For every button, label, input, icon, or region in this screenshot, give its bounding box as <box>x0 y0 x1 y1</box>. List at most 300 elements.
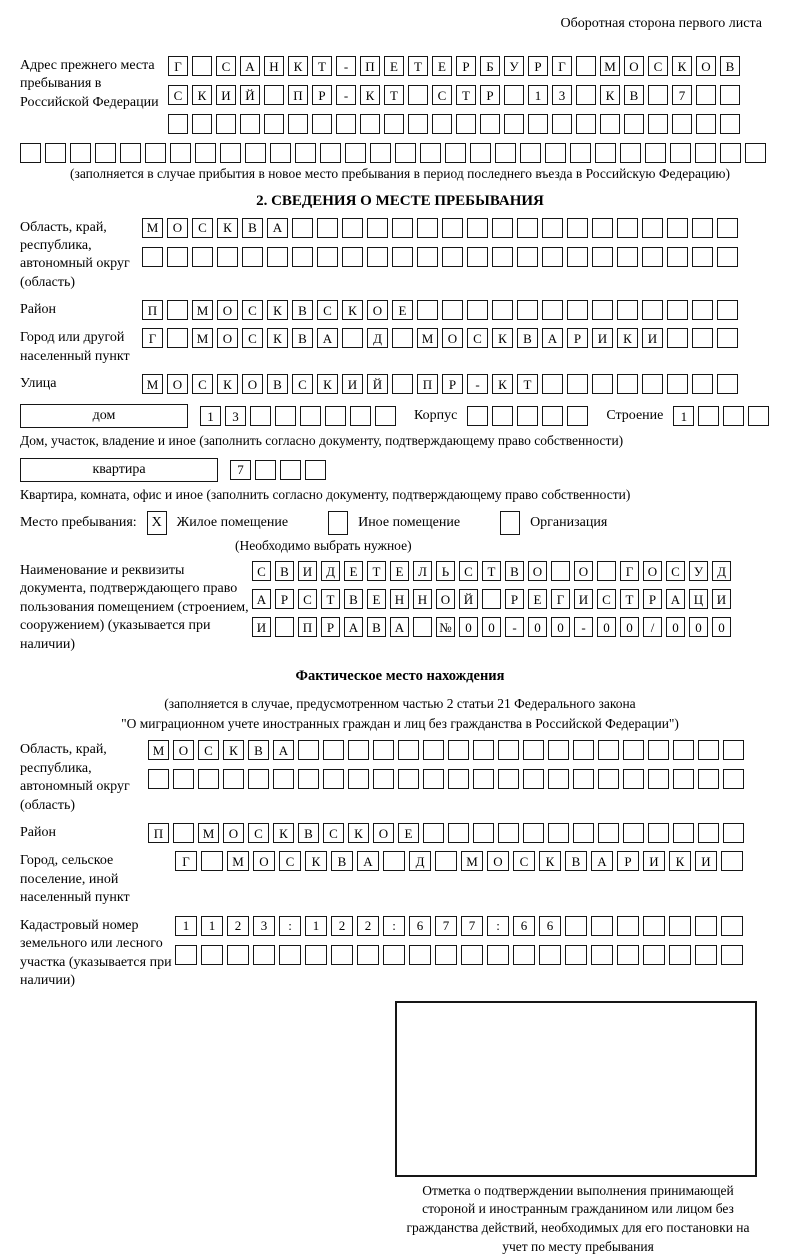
char-cell[interactable] <box>667 374 688 394</box>
char-cell[interactable] <box>504 114 524 134</box>
char-cell[interactable] <box>573 769 594 789</box>
char-cell[interactable]: К <box>617 328 638 348</box>
checkbox-inoe[interactable] <box>328 511 348 535</box>
char-cell[interactable]: Р <box>528 56 548 76</box>
char-cell[interactable]: 6 <box>513 916 535 936</box>
char-cell[interactable]: - <box>574 617 593 637</box>
char-cell[interactable]: Р <box>321 617 340 637</box>
char-cell[interactable]: О <box>173 740 194 760</box>
char-cell[interactable] <box>591 916 613 936</box>
char-cell[interactable]: С <box>597 589 616 609</box>
char-cell[interactable] <box>513 945 535 965</box>
char-cell[interactable] <box>223 769 244 789</box>
char-cell[interactable] <box>517 406 538 426</box>
char-cell[interactable]: О <box>574 561 593 581</box>
char-cell[interactable]: 0 <box>689 617 708 637</box>
char-cell[interactable] <box>95 143 116 163</box>
char-cell[interactable]: В <box>517 328 538 348</box>
char-cell[interactable]: С <box>216 56 236 76</box>
char-cell[interactable] <box>317 218 338 238</box>
char-cell[interactable] <box>542 374 563 394</box>
char-cell[interactable] <box>167 300 188 320</box>
char-cell[interactable]: Н <box>390 589 409 609</box>
char-cell[interactable]: К <box>223 740 244 760</box>
char-cell[interactable] <box>723 406 744 426</box>
char-cell[interactable]: Т <box>482 561 501 581</box>
char-cell[interactable] <box>292 218 313 238</box>
char-cell[interactable] <box>255 460 276 480</box>
char-cell[interactable]: Б <box>480 56 500 76</box>
char-cell[interactable] <box>192 114 212 134</box>
char-cell[interactable] <box>305 460 326 480</box>
char-cell[interactable] <box>142 247 163 267</box>
char-cell[interactable]: : <box>279 916 301 936</box>
char-cell[interactable]: П <box>148 823 169 843</box>
stamp-box[interactable] <box>395 1001 757 1177</box>
char-cell[interactable] <box>692 300 713 320</box>
char-cell[interactable] <box>667 247 688 267</box>
char-cell[interactable] <box>748 406 769 426</box>
char-cell[interactable]: П <box>417 374 438 394</box>
char-cell[interactable] <box>273 769 294 789</box>
char-cell[interactable] <box>551 561 570 581</box>
char-cell[interactable]: А <box>267 218 288 238</box>
char-cell[interactable] <box>623 769 644 789</box>
char-cell[interactable] <box>342 328 363 348</box>
char-cell[interactable]: С <box>648 56 668 76</box>
char-cell[interactable] <box>721 916 743 936</box>
char-cell[interactable]: Р <box>480 85 500 105</box>
char-cell[interactable] <box>275 617 294 637</box>
char-cell[interactable]: М <box>461 851 483 871</box>
char-cell[interactable]: О <box>436 589 455 609</box>
char-cell[interactable] <box>648 740 669 760</box>
char-cell[interactable]: М <box>192 328 213 348</box>
char-cell[interactable] <box>643 945 665 965</box>
char-cell[interactable] <box>392 247 413 267</box>
char-cell[interactable]: Д <box>367 328 388 348</box>
char-cell[interactable] <box>445 143 466 163</box>
char-cell[interactable] <box>552 114 572 134</box>
char-cell[interactable] <box>669 945 691 965</box>
char-cell[interactable] <box>548 769 569 789</box>
char-cell[interactable]: К <box>288 56 308 76</box>
char-cell[interactable] <box>467 300 488 320</box>
char-cell[interactable] <box>423 740 444 760</box>
char-cell[interactable] <box>432 114 452 134</box>
char-cell[interactable] <box>673 740 694 760</box>
char-cell[interactable]: П <box>298 617 317 637</box>
char-cell[interactable] <box>473 769 494 789</box>
char-cell[interactable] <box>692 374 713 394</box>
char-cell[interactable] <box>227 945 249 965</box>
char-cell[interactable] <box>520 143 541 163</box>
char-cell[interactable] <box>517 300 538 320</box>
char-cell[interactable]: С <box>317 300 338 320</box>
char-cell[interactable] <box>167 328 188 348</box>
char-cell[interactable] <box>288 114 308 134</box>
char-cell[interactable]: О <box>367 300 388 320</box>
char-cell[interactable]: И <box>712 589 731 609</box>
char-cell[interactable]: К <box>192 85 212 105</box>
char-cell[interactable] <box>392 374 413 394</box>
char-cell[interactable] <box>492 300 513 320</box>
char-cell[interactable]: М <box>600 56 620 76</box>
char-cell[interactable] <box>216 114 236 134</box>
char-cell[interactable] <box>360 114 380 134</box>
char-cell[interactable]: С <box>279 851 301 871</box>
char-cell[interactable] <box>70 143 91 163</box>
char-cell[interactable] <box>576 85 596 105</box>
char-cell[interactable] <box>367 247 388 267</box>
char-cell[interactable] <box>672 114 692 134</box>
char-cell[interactable]: 7 <box>230 460 251 480</box>
char-cell[interactable] <box>617 247 638 267</box>
char-cell[interactable]: О <box>253 851 275 871</box>
char-cell[interactable] <box>242 247 263 267</box>
char-cell[interactable] <box>624 114 644 134</box>
char-cell[interactable] <box>720 114 740 134</box>
char-cell[interactable]: П <box>288 85 308 105</box>
char-cell[interactable] <box>367 218 388 238</box>
char-cell[interactable] <box>717 374 738 394</box>
char-cell[interactable] <box>383 945 405 965</box>
char-cell[interactable]: 7 <box>672 85 692 105</box>
char-cell[interactable]: 1 <box>305 916 327 936</box>
char-cell[interactable]: М <box>192 300 213 320</box>
char-cell[interactable] <box>45 143 66 163</box>
char-cell[interactable] <box>597 561 616 581</box>
char-cell[interactable] <box>523 769 544 789</box>
char-cell[interactable]: О <box>167 218 188 238</box>
char-cell[interactable] <box>373 769 394 789</box>
char-cell[interactable] <box>492 406 513 426</box>
char-cell[interactable]: 2 <box>331 916 353 936</box>
char-cell[interactable] <box>617 218 638 238</box>
char-cell[interactable]: К <box>672 56 692 76</box>
char-cell[interactable] <box>645 143 666 163</box>
char-cell[interactable] <box>617 300 638 320</box>
char-cell[interactable] <box>498 740 519 760</box>
char-cell[interactable]: 1 <box>201 916 223 936</box>
char-cell[interactable]: Т <box>312 56 332 76</box>
char-cell[interactable] <box>592 300 613 320</box>
char-cell[interactable] <box>670 143 691 163</box>
char-cell[interactable] <box>409 945 431 965</box>
char-cell[interactable]: / <box>643 617 662 637</box>
char-cell[interactable] <box>170 143 191 163</box>
char-cell[interactable]: В <box>275 561 294 581</box>
char-cell[interactable] <box>542 218 563 238</box>
checkbox-zhiloe[interactable]: X <box>147 511 167 535</box>
char-cell[interactable] <box>698 823 719 843</box>
char-cell[interactable]: Й <box>240 85 260 105</box>
char-cell[interactable]: К <box>273 823 294 843</box>
char-cell[interactable] <box>723 769 744 789</box>
char-cell[interactable]: П <box>142 300 163 320</box>
char-cell[interactable]: Р <box>643 589 662 609</box>
char-cell[interactable]: С <box>298 589 317 609</box>
char-cell[interactable] <box>470 143 491 163</box>
char-cell[interactable] <box>300 406 321 426</box>
char-cell[interactable]: Е <box>344 561 363 581</box>
char-cell[interactable]: О <box>373 823 394 843</box>
char-cell[interactable] <box>567 247 588 267</box>
char-cell[interactable]: Т <box>384 85 404 105</box>
char-cell[interactable] <box>417 247 438 267</box>
char-cell[interactable]: О <box>442 328 463 348</box>
char-cell[interactable] <box>573 823 594 843</box>
char-cell[interactable]: И <box>298 561 317 581</box>
char-cell[interactable] <box>408 85 428 105</box>
char-cell[interactable] <box>492 247 513 267</box>
char-cell[interactable]: - <box>336 85 356 105</box>
char-cell[interactable]: В <box>298 823 319 843</box>
char-cell[interactable] <box>325 406 346 426</box>
char-cell[interactable]: М <box>417 328 438 348</box>
char-cell[interactable]: Й <box>459 589 478 609</box>
char-cell[interactable] <box>442 218 463 238</box>
char-cell[interactable]: Г <box>552 56 572 76</box>
char-cell[interactable]: С <box>242 300 263 320</box>
char-cell[interactable]: В <box>242 218 263 238</box>
char-cell[interactable] <box>295 143 316 163</box>
char-cell[interactable] <box>245 143 266 163</box>
char-cell[interactable]: Т <box>367 561 386 581</box>
char-cell[interactable]: А <box>252 589 271 609</box>
char-cell[interactable]: 1 <box>528 85 548 105</box>
char-cell[interactable]: С <box>248 823 269 843</box>
char-cell[interactable] <box>217 247 238 267</box>
char-cell[interactable] <box>617 945 639 965</box>
char-cell[interactable] <box>517 247 538 267</box>
char-cell[interactable] <box>567 218 588 238</box>
char-cell[interactable] <box>667 300 688 320</box>
char-cell[interactable]: К <box>267 328 288 348</box>
char-cell[interactable]: П <box>360 56 380 76</box>
char-cell[interactable] <box>673 823 694 843</box>
char-cell[interactable]: Н <box>264 56 284 76</box>
char-cell[interactable] <box>720 85 740 105</box>
char-cell[interactable]: Е <box>432 56 452 76</box>
char-cell[interactable]: Р <box>505 589 524 609</box>
char-cell[interactable]: 0 <box>666 617 685 637</box>
char-cell[interactable] <box>723 740 744 760</box>
char-cell[interactable]: К <box>317 374 338 394</box>
char-cell[interactable]: О <box>167 374 188 394</box>
char-cell[interactable] <box>167 247 188 267</box>
char-cell[interactable]: И <box>574 589 593 609</box>
char-cell[interactable]: В <box>248 740 269 760</box>
char-cell[interactable]: № <box>436 617 455 637</box>
char-cell[interactable] <box>461 945 483 965</box>
char-cell[interactable] <box>576 56 596 76</box>
char-cell[interactable]: Р <box>275 589 294 609</box>
char-cell[interactable] <box>201 945 223 965</box>
char-cell[interactable] <box>591 945 613 965</box>
char-cell[interactable] <box>542 406 563 426</box>
char-cell[interactable]: 3 <box>253 916 275 936</box>
char-cell[interactable] <box>248 769 269 789</box>
char-cell[interactable]: В <box>505 561 524 581</box>
char-cell[interactable] <box>148 769 169 789</box>
char-cell[interactable] <box>320 143 341 163</box>
char-cell[interactable]: Г <box>551 589 570 609</box>
char-cell[interactable] <box>348 769 369 789</box>
char-cell[interactable] <box>523 823 544 843</box>
char-cell[interactable] <box>198 769 219 789</box>
char-cell[interactable] <box>448 823 469 843</box>
char-cell[interactable] <box>383 851 405 871</box>
char-cell[interactable] <box>573 740 594 760</box>
char-cell[interactable] <box>648 114 668 134</box>
char-cell[interactable] <box>448 769 469 789</box>
char-cell[interactable] <box>523 740 544 760</box>
char-cell[interactable] <box>20 143 41 163</box>
char-cell[interactable]: С <box>467 328 488 348</box>
char-cell[interactable] <box>280 460 301 480</box>
char-cell[interactable]: С <box>323 823 344 843</box>
char-cell[interactable] <box>498 823 519 843</box>
char-cell[interactable] <box>567 300 588 320</box>
char-cell[interactable]: 2 <box>357 916 379 936</box>
char-cell[interactable] <box>720 143 741 163</box>
char-cell[interactable]: А <box>273 740 294 760</box>
char-cell[interactable]: К <box>669 851 691 871</box>
char-cell[interactable] <box>240 114 260 134</box>
char-cell[interactable] <box>745 143 766 163</box>
char-cell[interactable]: Р <box>312 85 332 105</box>
char-cell[interactable]: М <box>227 851 249 871</box>
char-cell[interactable] <box>348 740 369 760</box>
char-cell[interactable]: Ц <box>689 589 708 609</box>
char-cell[interactable] <box>373 740 394 760</box>
char-cell[interactable]: 6 <box>539 916 561 936</box>
char-cell[interactable] <box>623 740 644 760</box>
char-cell[interactable] <box>275 406 296 426</box>
char-cell[interactable] <box>267 247 288 267</box>
char-cell[interactable]: М <box>148 740 169 760</box>
char-cell[interactable] <box>721 945 743 965</box>
char-cell[interactable]: В <box>292 300 313 320</box>
char-cell[interactable] <box>548 740 569 760</box>
char-cell[interactable]: А <box>542 328 563 348</box>
char-cell[interactable]: К <box>348 823 369 843</box>
char-cell[interactable]: Е <box>367 589 386 609</box>
char-cell[interactable] <box>482 589 501 609</box>
char-cell[interactable]: М <box>198 823 219 843</box>
char-cell[interactable]: Т <box>321 589 340 609</box>
char-cell[interactable] <box>498 769 519 789</box>
char-cell[interactable]: 0 <box>597 617 616 637</box>
char-cell[interactable]: Т <box>517 374 538 394</box>
char-cell[interactable] <box>695 945 717 965</box>
char-cell[interactable] <box>487 945 509 965</box>
char-cell[interactable] <box>168 114 188 134</box>
char-cell[interactable]: 0 <box>528 617 547 637</box>
char-cell[interactable]: И <box>592 328 613 348</box>
char-cell[interactable] <box>721 851 743 871</box>
char-cell[interactable] <box>692 328 713 348</box>
char-cell[interactable] <box>696 114 716 134</box>
char-cell[interactable] <box>642 374 663 394</box>
char-cell[interactable] <box>195 143 216 163</box>
char-cell[interactable] <box>408 114 428 134</box>
char-cell[interactable] <box>592 218 613 238</box>
char-cell[interactable] <box>548 823 569 843</box>
char-cell[interactable] <box>542 300 563 320</box>
char-cell[interactable]: С <box>292 374 313 394</box>
char-cell[interactable] <box>448 740 469 760</box>
char-cell[interactable]: О <box>643 561 662 581</box>
char-cell[interactable]: К <box>492 328 513 348</box>
char-cell[interactable]: О <box>242 374 263 394</box>
char-cell[interactable]: 3 <box>552 85 572 105</box>
char-cell[interactable] <box>698 769 719 789</box>
char-cell[interactable] <box>528 114 548 134</box>
char-cell[interactable] <box>317 247 338 267</box>
char-cell[interactable]: Д <box>409 851 431 871</box>
char-cell[interactable] <box>480 114 500 134</box>
char-cell[interactable] <box>467 247 488 267</box>
char-cell[interactable]: С <box>242 328 263 348</box>
char-cell[interactable]: 1 <box>200 406 221 426</box>
char-cell[interactable] <box>305 945 327 965</box>
char-cell[interactable]: Е <box>528 589 547 609</box>
char-cell[interactable]: О <box>217 300 238 320</box>
char-cell[interactable] <box>598 740 619 760</box>
char-cell[interactable] <box>648 85 668 105</box>
char-cell[interactable]: 0 <box>459 617 478 637</box>
char-cell[interactable]: Р <box>456 56 476 76</box>
char-cell[interactable]: К <box>539 851 561 871</box>
char-cell[interactable]: О <box>696 56 716 76</box>
char-cell[interactable]: А <box>344 617 363 637</box>
char-cell[interactable] <box>567 406 588 426</box>
char-cell[interactable] <box>623 823 644 843</box>
char-cell[interactable] <box>570 143 591 163</box>
char-cell[interactable] <box>698 740 719 760</box>
char-cell[interactable]: Н <box>413 589 432 609</box>
char-cell[interactable] <box>617 374 638 394</box>
char-cell[interactable] <box>642 247 663 267</box>
char-cell[interactable] <box>592 374 613 394</box>
char-cell[interactable]: С <box>252 561 271 581</box>
char-cell[interactable]: В <box>331 851 353 871</box>
char-cell[interactable] <box>442 300 463 320</box>
char-cell[interactable]: В <box>292 328 313 348</box>
char-cell[interactable] <box>717 218 738 238</box>
char-cell[interactable] <box>565 945 587 965</box>
char-cell[interactable] <box>120 143 141 163</box>
char-cell[interactable] <box>375 406 396 426</box>
char-cell[interactable]: С <box>513 851 535 871</box>
char-cell[interactable] <box>175 945 197 965</box>
char-cell[interactable]: Е <box>384 56 404 76</box>
char-cell[interactable]: Т <box>456 85 476 105</box>
char-cell[interactable]: А <box>390 617 409 637</box>
char-cell[interactable]: И <box>695 851 717 871</box>
char-cell[interactable]: 1 <box>175 916 197 936</box>
char-cell[interactable]: О <box>528 561 547 581</box>
char-cell[interactable]: 7 <box>435 916 457 936</box>
char-cell[interactable] <box>617 916 639 936</box>
char-cell[interactable]: Г <box>175 851 197 871</box>
char-cell[interactable] <box>264 114 284 134</box>
char-cell[interactable]: Й <box>367 374 388 394</box>
char-cell[interactable] <box>717 300 738 320</box>
char-cell[interactable]: К <box>217 374 238 394</box>
